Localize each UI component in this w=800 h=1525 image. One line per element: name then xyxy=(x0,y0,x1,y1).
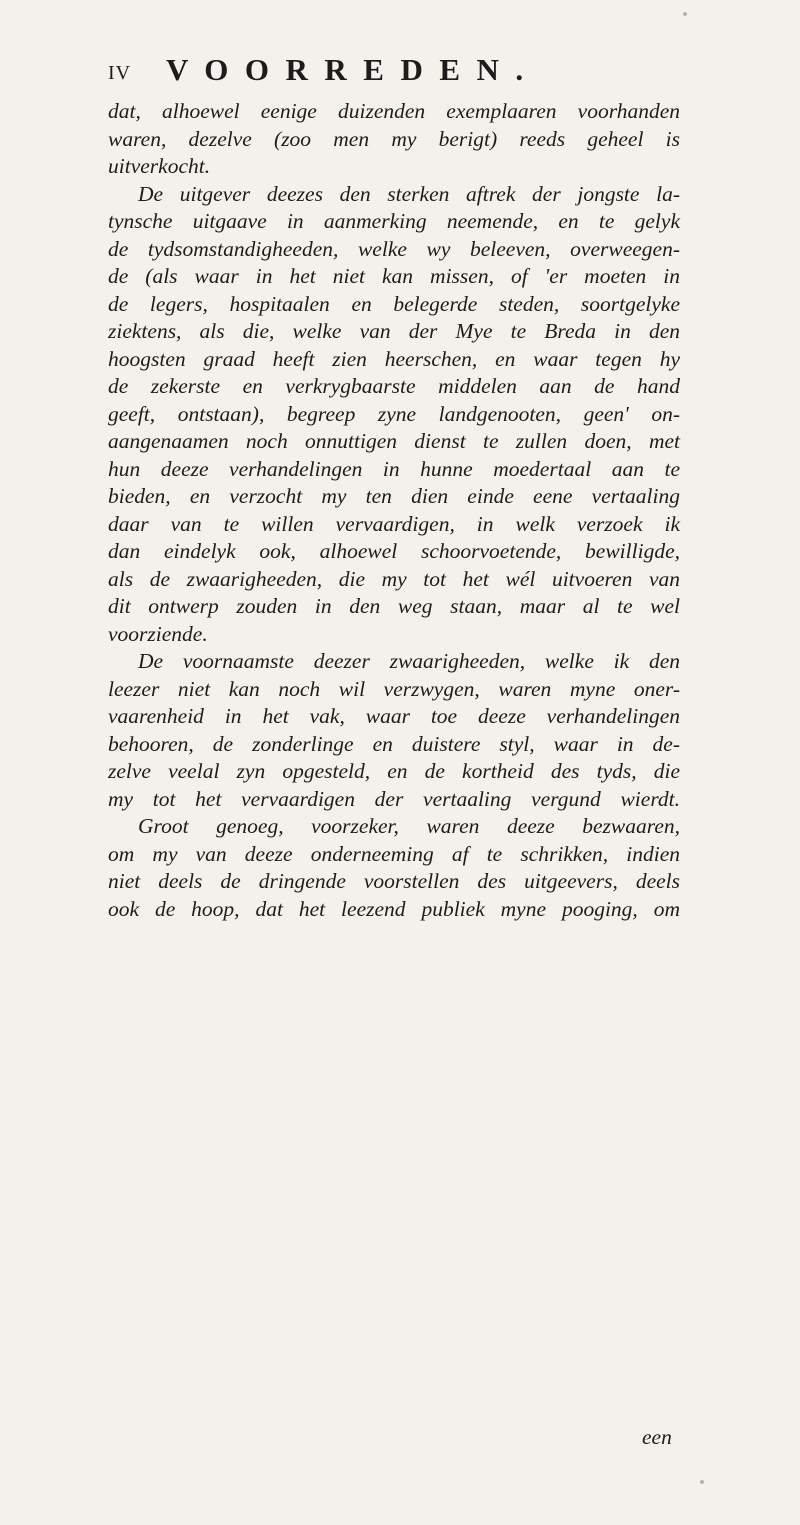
text-line: hoogsten graad heeft zien heerschen, en waar tegen hy xyxy=(108,346,680,371)
paper-speck xyxy=(683,12,687,16)
text-line: niet deels de dringende voorstellen des uitgeevers, deels xyxy=(108,869,680,893)
text-line: leezer niet kan noch wil verzwygen, waren myne oner- xyxy=(108,676,680,701)
text-line: aangenaamen noch onnuttigen dienst te zullen doen, met xyxy=(108,429,680,453)
text-line: dit ontwerp zouden in den weg staan, maar al te wel xyxy=(108,594,680,618)
text-line: hun deeze verhandelingen in hunne moedertaal aan te xyxy=(108,456,680,481)
catchword: een xyxy=(642,1425,672,1449)
text-line: De voornaamste deezer zwaarigheeden, welke ik den xyxy=(138,649,680,673)
page-header xyxy=(108,52,668,92)
text-line: de (als waar in het niet kan missen, of 'er moeten in xyxy=(108,264,680,288)
text-line: voorziende. xyxy=(108,621,208,646)
text-line: ook de hoop, dat het leezend publiek myne pooging, om xyxy=(108,896,680,921)
text-line: geeft, ontstaan), begreep zyne landgenooten, geen' on- xyxy=(108,401,680,426)
page-number: IV xyxy=(108,62,132,84)
running-title: VOORREDEN. xyxy=(166,52,540,87)
text-line: dat, alhoewel eenige duizenden exemplaaren voorhanden xyxy=(108,99,680,123)
text-line: daar van te willen vervaardigen, in welk verzoek ik xyxy=(108,511,680,536)
text-line: waren, dezelve (zoo men my berigt) reeds geheel is xyxy=(108,126,680,151)
text-line: vaarenheid in het vak, waar toe deeze verhandelingen xyxy=(108,704,680,728)
text-line: my tot het vervaardigen der vertaaling vergund wierdt. xyxy=(108,786,680,811)
text-line: behooren, de zonderlinge en duistere styl, waar in de- xyxy=(108,731,680,756)
text-line: de tydsomstandigheeden, welke wy beleeven, overweegen- xyxy=(108,236,680,261)
paper-speck xyxy=(700,1480,704,1484)
text-line: zelve veelal zyn opgesteld, en de kortheid des tyds, die xyxy=(108,759,680,783)
text-line: als de zwaarigheeden, die my tot het wél uitvoeren van xyxy=(108,566,680,591)
text-line: tynsche uitgaave in aanmerking neemende, en te gelyk xyxy=(108,209,680,233)
text-line: bieden, en verzocht my ten dien einde eene vertaaling xyxy=(108,484,680,508)
text-line: dan eindelyk ook, alhoewel schoorvoetende, bewilligde, xyxy=(108,539,680,563)
body-text xyxy=(108,98,680,923)
text-line: uitverkocht. xyxy=(108,154,211,178)
text-line: De uitgever deezes den sterken aftrek der jongste la- xyxy=(138,181,680,206)
text-line: Groot genoeg, voorzeker, waren deeze bezwaaren, xyxy=(138,814,680,838)
text-line: de legers, hospitaalen en belegerde steden, soortgelyke xyxy=(108,291,680,316)
text-line: om my van deeze onderneeming af te schrikken, indien xyxy=(108,841,680,866)
text-line: de zekerste en verkrygbaarste middelen aan de hand xyxy=(108,374,680,398)
text-line: ziektens, als die, welke van der Mye te Breda in den xyxy=(108,319,680,343)
